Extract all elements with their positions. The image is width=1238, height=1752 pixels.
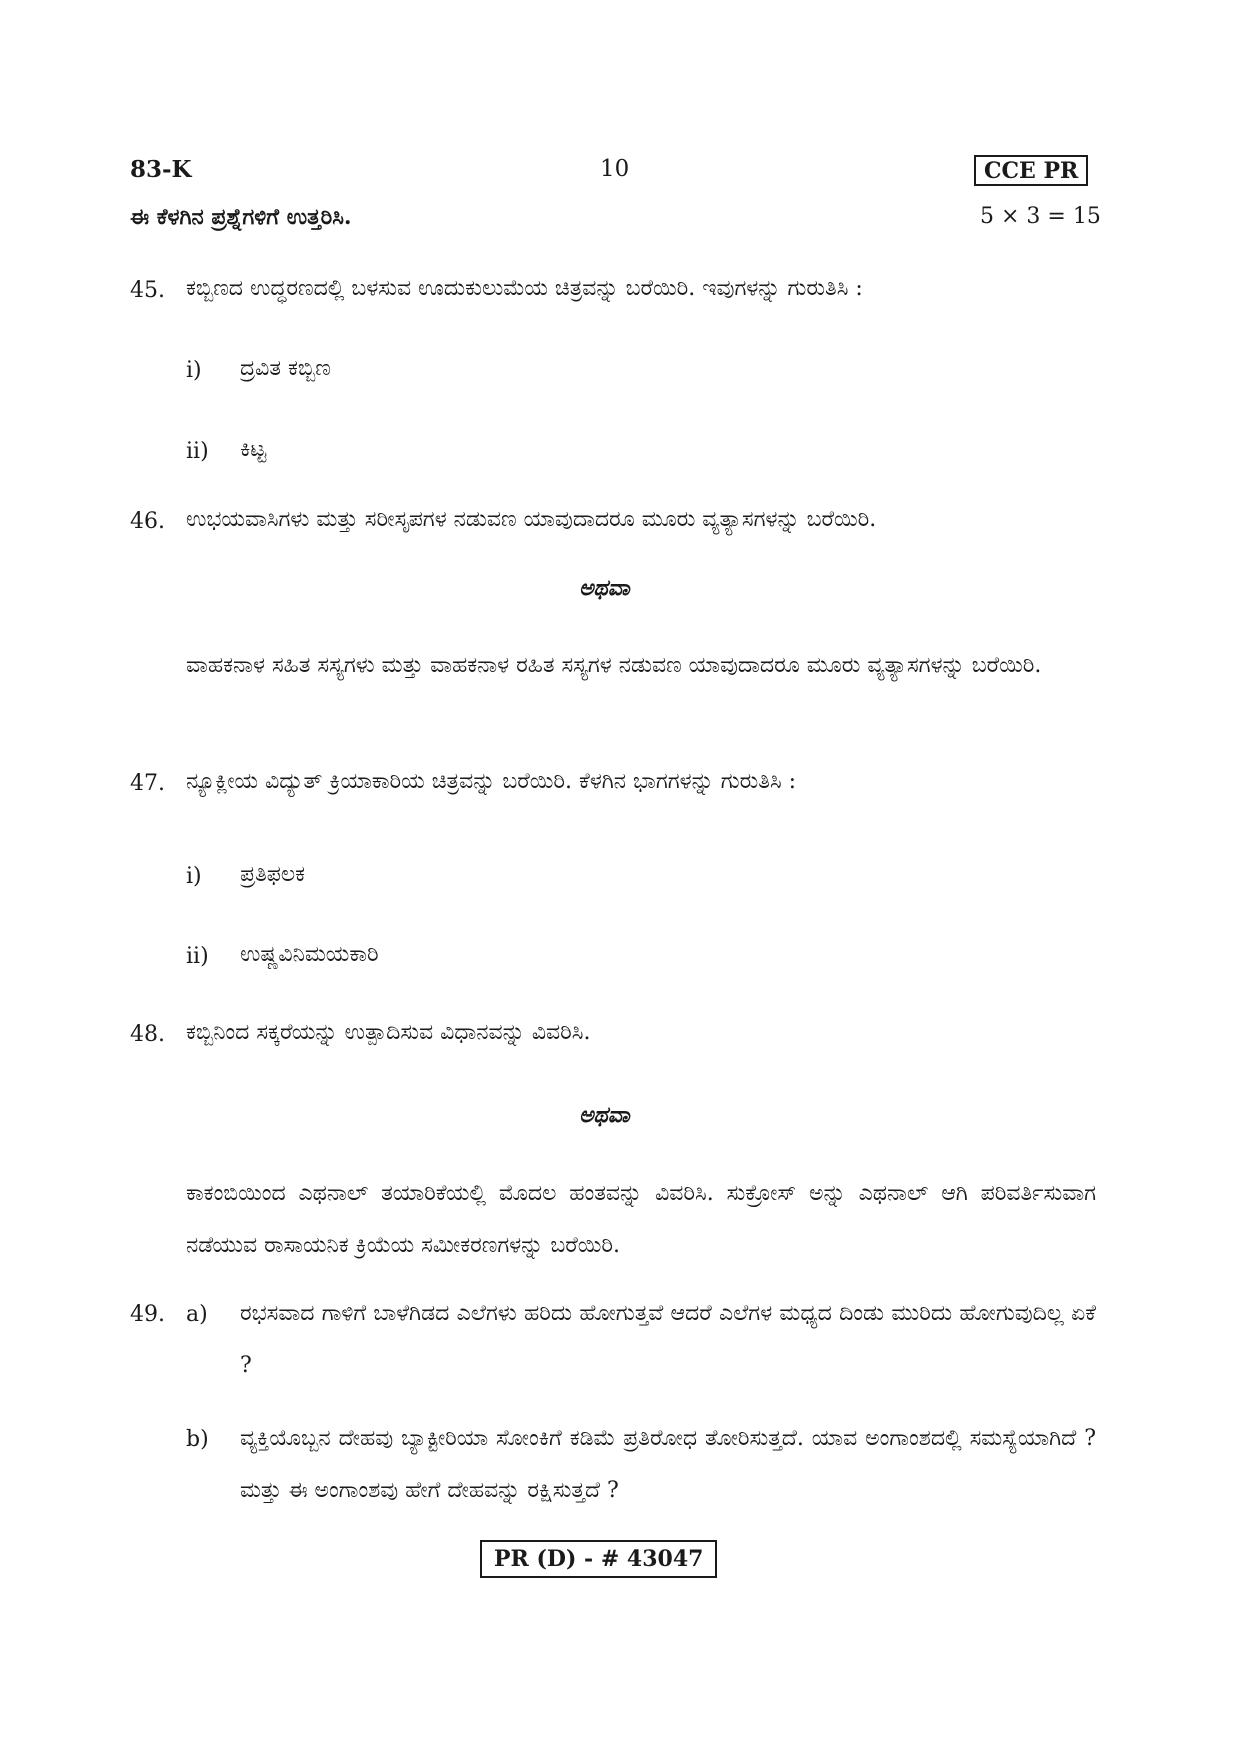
or-separator: ಅಥವಾ [579,1102,630,1128]
question-number: 45. [130,278,165,303]
question-text: ಕಬ್ಬಿನಿಂದ ಸಕ್ಕರೆಯನ್ನು ಉತ್ಪಾದಿಸುವ ವಿಧಾನವನ್ನು ವಿವರಿಸಿ. [186,1020,591,1045]
question-text: ನ್ಯೂಕ್ಲೀಯ ವಿದ್ಯುತ್ ಕ್ರಿಯಾಕಾರಿಯ ಚಿತ್ರವನ್ನು ಬರೆಯಿರಿ. ಕೆಳಗಿನ ಭಾಗಗಳನ್ನು ಗುರುತಿಸಿ : [186,769,797,794]
sub-label: i) [186,864,202,889]
sub-label: b) [186,1427,209,1452]
or-separator: ಅಥವಾ [579,575,630,601]
paper-code: 83-K [130,156,192,183]
question-number: 46. [130,509,165,534]
sub-question-text: ರಭಸವಾದ ಗಾಳಿಗೆ ಬಾಳೆಗಿಡದ ಎಲೆಗಳು ಹರಿದು ಹೋಗುತ್ತವೆ ಆದರೆ ಎಲೆಗಳ ಮಧ್ಯದ ದಿಂಡು ಮುರಿದು ಹೋಗುವುದಿಲ್ಲ ಏಕೆ ? [240,1301,1096,1378]
sub-text: ಕಿಟ್ಟ [240,437,267,462]
section-marks: 5 × 3 = 15 [980,204,1101,229]
alternative-question-text: ವಾಹಕನಾಳ ಸಹಿತ ಸಸ್ಯಗಳು ಮತ್ತು ವಾಹಕನಾಳ ರಹಿತ ಸಸ್ಯಗಳ ನಡುವಣ ಯಾವುದಾದರೂ ಮೂರು ವ್ಯತ್ಯಾಸಗಳನ್ನು ಬರೆಯಿರಿ. [186,653,1042,678]
sub-question-text: ವ್ಯಕ್ತಿಯೊಬ್ಬನ ದೇಹವು ಬ್ಯಾಕ್ಟೀರಿಯಾ ಸೋಂಕಿಗೆ ಕಡಿಮೆ ಪ್ರತಿರೋಧ ತೋರಿಸುತ್ತದೆ. ಯಾವ ಅಂಗಾಂಶದಲ್ಲಿ ಸಮಸ್ಯೆಯಾಗಿದೆ ? ಮತ್ತು ಈ ಅಂಗಾಂಶವು ಹೇಗೆ ದೇಹವನ್ನು ರಕ್ಷಿಸುತ್ತದೆ ? [240,1426,1096,1503]
sub-text: ಉಷ್ಣವಿನಿಮಯಕಾರಿ [240,942,379,967]
series-box: CCE PR [974,155,1088,186]
sub-text: ಪ್ರತಿಫಲಕ [240,862,305,887]
alternative-question-text: ಕಾಕಂಬಿಯಿಂದ ಎಥನಾಲ್ ತಯಾರಿಕೆಯಲ್ಲಿ ಮೊದಲ ಹಂತವನ್ನು ವಿವರಿಸಿ. ಸುಕ್ರೋಸ್ ಅನ್ನು ಎಥನಾಲ್ ಆಗಿ ಪರಿವರ್ತಿಸುವಾಗ ನಡೆಯುವ ರಾಸಾಯನಿಕ ಕ್ರಿಯೆಯ ಸಮೀಕರಣಗಳನ್ನು ಬರೆಯಿರಿ. [186,1181,1096,1258]
question-number: 48. [130,1022,165,1047]
sub-label: ii) [186,439,209,464]
sub-text: ದ್ರವಿತ ಕಬ್ಬಿಣ [240,356,331,381]
sub-label: ii) [186,944,209,969]
sub-label: a) [186,1302,208,1327]
footer-code-box: PR (D) - # 43047 [480,1540,717,1578]
page-number: 10 [600,156,630,182]
sub-label: i) [186,358,202,383]
question-text: ಉಭಯವಾಸಿಗಳು ಮತ್ತು ಸರೀಸೃಪಗಳ ನಡುವಣ ಯಾವುದಾದರೂ ಮೂರು ವ್ಯತ್ಯಾಸಗಳನ್ನು ಬರೆಯಿರಿ. [186,507,877,532]
question-number: 49. [130,1302,165,1327]
question-text: ಕಬ್ಬಿಣದ ಉದ್ಧರಣದಲ್ಲಿ ಬಳಸುವ ಊದುಕುಲುಮೆಯ ಚಿತ್ರವನ್ನು ಬರೆಯಿರಿ. ಇವುಗಳನ್ನು ಗುರುತಿಸಿ : [186,276,863,301]
section-instruction: ಈ ಕೆಳಗಿನ ಪ್ರಶ್ನೆಗಳಿಗೆ ಉತ್ತರಿಸಿ. [130,204,352,230]
question-number: 47. [130,771,165,796]
